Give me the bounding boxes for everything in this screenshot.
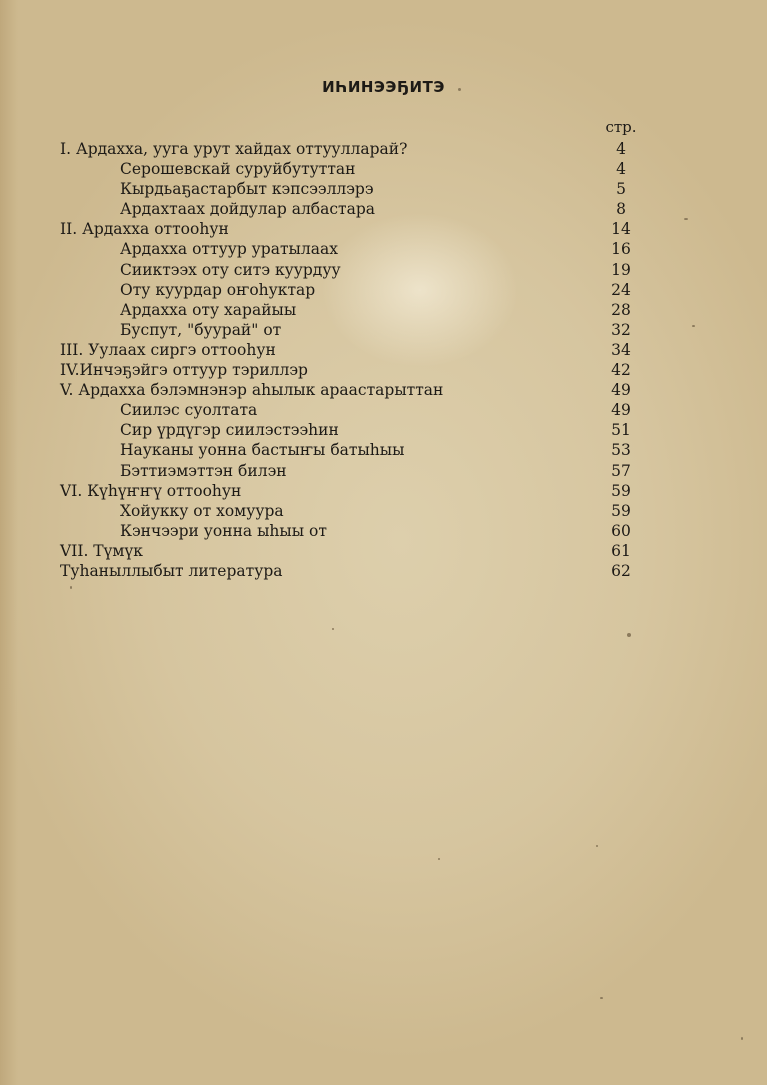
toc-row [60, 139, 660, 159]
toc-entry-text: Туһаныллыбыт литература [60, 561, 283, 580]
toc-row [60, 521, 660, 541]
toc-page-number: 61 [611, 541, 631, 560]
paper-speck [596, 845, 598, 847]
toc-page-number: 34 [611, 340, 631, 359]
toc-entry-text: Ардахтаах дойдулар албастара [120, 200, 376, 219]
page-title: ИҺИНЭЭҔИТЭ [322, 78, 445, 96]
toc-entry-text: Ардахха оттуур уратылаах [120, 240, 338, 259]
toc-row [60, 461, 660, 481]
toc-row [60, 260, 660, 280]
toc-row [60, 380, 660, 400]
toc-row [60, 481, 660, 501]
toc-entry-text: Серошевскай суруйбутуттан [120, 160, 356, 179]
toc-page-number: 49 [611, 401, 631, 420]
toc-row [60, 300, 660, 320]
toc-page-number: 42 [611, 361, 631, 380]
toc-row [60, 199, 660, 219]
paper-speck [684, 218, 688, 220]
toc-page-number: 14 [611, 220, 631, 239]
toc-row [60, 440, 660, 460]
toc-entry-text: Науканы уонна бастыҥы батыһыы [120, 441, 405, 460]
toc-entry-text: Сир үрдүгэр сиилэстээһин [120, 421, 339, 440]
paper-speck [741, 1037, 743, 1040]
page-edge-shadow [0, 0, 18, 1085]
toc-row [60, 561, 660, 581]
toc-entry-text: Оту куурдар оҥоһуктар [120, 280, 316, 299]
toc-entry-text: Буспут, "буурай" от [120, 320, 282, 339]
toc-entry-text: V. Ардахха бэлэмнэнэр аһылык араастарыттан [60, 381, 444, 400]
toc-page-number: 59 [611, 501, 631, 520]
toc-page-number: 8 [616, 200, 626, 219]
toc-entry-text: Ардахха оту харайыы [120, 300, 297, 319]
toc-page-number: 59 [611, 481, 631, 500]
toc-page-number: 4 [616, 160, 626, 179]
toc-entry-text: VI. Күһүҥҥү оттооһун [60, 481, 242, 500]
toc-row [60, 360, 660, 380]
toc-entry-text: I. Ардахха, ууга урут хайдах оттуулларай? [60, 140, 408, 158]
toc-page-number: 53 [611, 441, 631, 460]
toc-row [60, 501, 660, 521]
toc-row [60, 320, 660, 340]
paper-speck [332, 628, 334, 630]
toc-page-number: 16 [611, 240, 631, 259]
toc-row [60, 219, 660, 239]
toc-page-number: 4 [616, 140, 626, 158]
table-of-contents [60, 139, 660, 581]
toc-page-number: 5 [616, 180, 626, 199]
toc-row [60, 420, 660, 440]
paper-speck [70, 586, 72, 589]
toc-row [60, 239, 660, 259]
toc-page-number: 60 [611, 521, 631, 540]
paper-speck [692, 325, 695, 327]
toc-entry-text: Бэттиэмэттэн билэн [120, 461, 287, 480]
paper-speck [627, 633, 631, 637]
toc-page-number: 19 [611, 260, 631, 279]
toc-page-number: 49 [611, 381, 631, 400]
toc-row [60, 340, 660, 360]
toc-row [60, 541, 660, 561]
toc-entry-text: Кырдьаҕастарбыт кэпсээллэрэ [120, 180, 374, 199]
toc-entry-text: Сиилэс суолтата [120, 401, 258, 420]
toc-entry-text: Кэнчээри уонна ыһыы от [120, 521, 327, 540]
toc-row [60, 400, 660, 420]
paper-speck [458, 88, 461, 91]
toc-page-number: 51 [611, 421, 631, 440]
toc-page-number: 57 [611, 461, 631, 480]
toc-entry-text: III. Уулаах сиргэ оттооһун [60, 340, 276, 359]
toc-entry-text: Хойукку от хомуура [120, 501, 284, 520]
toc-page-number: 24 [611, 280, 631, 299]
toc-page-number: 28 [611, 300, 631, 319]
toc-row [60, 159, 660, 179]
paper-speck [600, 997, 603, 999]
toc-entry-text: Сииктээх оту ситэ куурдуу [120, 260, 341, 279]
toc-page-number: 62 [611, 561, 631, 580]
toc-row [60, 280, 660, 300]
page-column-header: стр. [605, 118, 637, 136]
toc-entry-text: IV.Инчэҕэйгэ оттуур тэриллэр [60, 361, 308, 380]
toc-entry-text: II. Ардахха оттооһун [60, 220, 229, 239]
paper-speck [438, 858, 440, 860]
toc-row [60, 179, 660, 199]
toc-entry-text: VII. Түмүк [60, 541, 143, 560]
toc-page-number: 32 [611, 320, 631, 339]
